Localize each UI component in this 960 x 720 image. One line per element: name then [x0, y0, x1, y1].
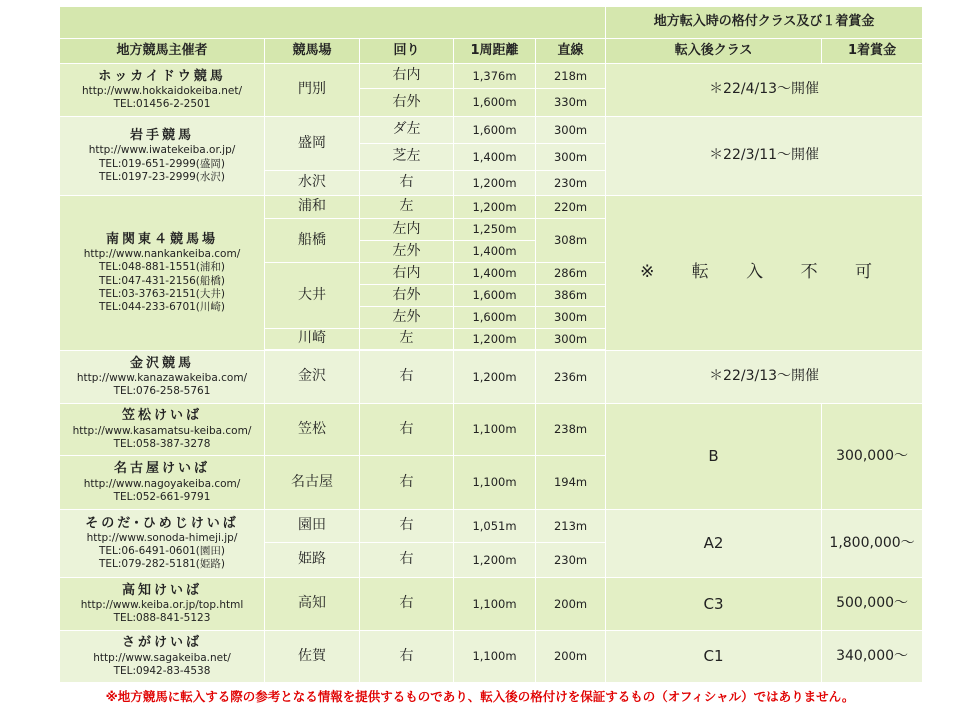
note-minamikanto: ※ 転 入 不 可 [606, 196, 923, 351]
header-blank-cell [60, 7, 606, 39]
straight-cell: 230m [536, 543, 606, 578]
organizer-name: ホッカイドウ競馬 [98, 68, 226, 84]
turn-cell: 右 [360, 456, 454, 510]
venue-cell: 水沢 [265, 171, 360, 196]
organizer-url[interactable]: http://www.kasamatsu-keiba.com/ [72, 424, 252, 437]
straight-cell: 230m [536, 171, 606, 196]
organizer-tel: TEL:047-431-2156(船橋) [98, 274, 225, 287]
turn-cell: 右 [360, 543, 454, 578]
organizer-saga [60, 631, 265, 683]
distance-cell: 1,200m [454, 329, 536, 350]
organizer-tel: TEL:019-651-2999(盛岡) [98, 157, 225, 170]
venue-cell: 佐賀 [265, 631, 360, 683]
header-venue: 競馬場 [265, 39, 360, 64]
venue-cell: 船橋 [265, 219, 360, 263]
venue-cell: 大井 [265, 263, 360, 329]
organizer-iwate [60, 117, 265, 196]
venue-cell: 笠松 [265, 404, 360, 456]
organizer-minamikanto [60, 196, 265, 351]
organizer-nagoya [60, 456, 265, 510]
straight-cell: 300m [536, 307, 606, 329]
venue-cell: 川崎 [265, 329, 360, 350]
organizer-kasamatsu [60, 404, 265, 456]
organizer-url[interactable]: http://www.sonoda-himeji.jp/ [86, 531, 238, 544]
transfer-grade-table [59, 6, 923, 683]
organizer-url[interactable]: http://www.sagakeiba.net/ [93, 651, 231, 664]
straight-cell: 386m [536, 285, 606, 307]
venue-cell: 園田 [265, 510, 360, 543]
organizer-name: 高知けいば [121, 582, 202, 598]
turn-cell: ダ左 [360, 117, 454, 144]
organizer-name: 金沢競馬 [129, 355, 194, 371]
distance-cell: 1,600m [454, 117, 536, 144]
organizer-name: 名古屋けいば [113, 461, 210, 477]
distance-cell: 1,600m [454, 89, 536, 117]
disclaimer-note: ※地方競馬に転入する際の参考となる情報を提供するものであり、転入後の格付けを保証するもの（オフィシャル）ではありません。 [105, 689, 855, 704]
organizer-url[interactable]: http://www.nankankeiba.com/ [83, 248, 241, 261]
straight-cell: 238m [536, 404, 606, 456]
header-turn: 回り [360, 39, 454, 64]
distance-cell: 1,600m [454, 307, 536, 329]
straight-cell: 286m [536, 263, 606, 285]
distance-cell: 1,200m [454, 196, 536, 219]
straight-cell: 300m [536, 144, 606, 171]
venue-cell: 高知 [265, 578, 360, 631]
note-hokkaido: ＊22/4/13～開催 [606, 64, 923, 117]
venue-cell: 盛岡 [265, 117, 360, 171]
organizer-tel: TEL:076-258-5761 [113, 385, 211, 398]
organizer-name: 笠松けいば [121, 408, 202, 424]
organizer-url[interactable]: http://www.iwatekeiba.or.jp/ [88, 144, 236, 157]
organizer-tel: TEL:01456-2-2501 [113, 98, 211, 111]
organizer-kanazawa [60, 351, 265, 404]
organizer-tel: TEL:079-282-5181(姫路) [98, 558, 225, 571]
header-straight: 直線 [536, 39, 606, 64]
organizer-url[interactable]: http://www.hokkaidokeiba.net/ [81, 85, 243, 97]
organizer-kochi [60, 578, 265, 631]
distance-cell: 1,100m [454, 456, 536, 510]
organizer-tel: TEL:03-3763-2151(大井) [98, 287, 225, 300]
organizer-url[interactable]: http://www.nagoyakeiba.com/ [83, 477, 241, 490]
header-distance: 1周距離 [454, 39, 536, 64]
distance-cell: 1,200m [454, 543, 536, 578]
organizer-name: 南関東４競馬場 [105, 232, 218, 248]
venue-cell: 浦和 [265, 196, 360, 219]
organizer-name: さがけいば [121, 635, 202, 651]
distance-cell: 1,100m [454, 631, 536, 683]
organizer-tel: TEL:044-233-6701(川崎) [98, 300, 225, 313]
grade-prize-cell: 340,000～ [822, 631, 923, 683]
organizer-name: 岩手競馬 [129, 128, 194, 144]
grade-prize-cell: 300,000～ [822, 404, 923, 510]
turn-cell: 左外 [360, 307, 454, 329]
grade-class-cell: C3 [606, 578, 822, 631]
turn-cell: 右外 [360, 89, 454, 117]
grade-prize-cell: 500,000～ [822, 578, 923, 631]
note-kanazawa: ＊22/3/13～開催 [606, 351, 923, 404]
turn-cell: 右内 [360, 263, 454, 285]
distance-cell: 1,200m [454, 351, 536, 404]
straight-cell: 200m [536, 578, 606, 631]
distance-cell: 1,400m [454, 263, 536, 285]
distance-cell: 1,200m [454, 171, 536, 196]
turn-cell: 芝左 [360, 144, 454, 171]
turn-cell: 右 [360, 631, 454, 683]
organizer-tel: TEL:048-881-1551(浦和) [98, 261, 225, 274]
turn-cell: 右外 [360, 285, 454, 307]
grade-class-cell: C1 [606, 631, 822, 683]
turn-cell: 右 [360, 404, 454, 456]
distance-cell: 1,600m [454, 285, 536, 307]
distance-cell: 1,051m [454, 510, 536, 543]
straight-cell: 330m [536, 89, 606, 117]
straight-cell: 308m [536, 219, 606, 263]
grade-prize-cell: 1,800,000～ [822, 510, 923, 578]
turn-cell: 左 [360, 196, 454, 219]
organizer-tel: TEL:0197-23-2999(水沢) [98, 170, 225, 183]
distance-cell: 1,250m [454, 219, 536, 241]
distance-cell: 1,100m [454, 404, 536, 456]
venue-cell: 名古屋 [265, 456, 360, 510]
organizer-tel: TEL:052-661-9791 [113, 490, 211, 503]
straight-cell: 194m [536, 456, 606, 510]
organizer-url[interactable]: http://www.kanazawakeiba.com/ [76, 372, 248, 384]
organizer-name: そのだ･ひめじけいば [85, 515, 239, 531]
turn-cell: 右 [360, 510, 454, 543]
note-iwate: ＊22/3/11～開催 [606, 117, 923, 196]
organizer-tel: TEL:088-841-5123 [113, 612, 211, 625]
turn-cell: 左内 [360, 219, 454, 241]
venue-cell: 門別 [265, 64, 360, 117]
straight-cell: 220m [536, 196, 606, 219]
distance-cell: 1,400m [454, 241, 536, 263]
distance-cell: 1,400m [454, 144, 536, 171]
straight-cell: 236m [536, 351, 606, 404]
venue-cell: 金沢 [265, 351, 360, 404]
venue-cell: 姫路 [265, 543, 360, 578]
turn-cell: 右内 [360, 64, 454, 89]
turn-cell: 右 [360, 351, 454, 404]
organizer-url[interactable]: http://www.keiba.or.jp/top.html [80, 599, 244, 611]
straight-cell: 213m [536, 510, 606, 543]
grade-class-cell: A2 [606, 510, 822, 578]
straight-cell: 300m [536, 329, 606, 350]
turn-cell: 右 [360, 578, 454, 631]
grade-class-cell: B [606, 404, 822, 510]
straight-cell: 300m [536, 117, 606, 144]
turn-cell: 左外 [360, 241, 454, 263]
organizer-sonoda-himeji [60, 510, 265, 578]
organizer-tel: TEL:06-6491-0601(園田) [98, 545, 225, 558]
turn-cell: 右 [360, 171, 454, 196]
turn-cell: 左 [360, 329, 454, 350]
organizer-tel: TEL:0942-83-4538 [113, 664, 211, 677]
header-organizer: 地方競馬主催者 [60, 39, 265, 64]
distance-cell: 1,376m [454, 64, 536, 89]
header-class: 転入後クラス [606, 39, 822, 64]
organizer-tel: TEL:058-387-3278 [113, 437, 211, 450]
distance-cell: 1,100m [454, 578, 536, 631]
straight-cell: 200m [536, 631, 606, 683]
straight-cell: 218m [536, 64, 606, 89]
header-prize: 1着賞金 [822, 39, 923, 64]
organizer-hokkaido [60, 64, 265, 117]
header-group-title: 地方転入時の格付クラス及び１着賞金 [606, 7, 923, 39]
